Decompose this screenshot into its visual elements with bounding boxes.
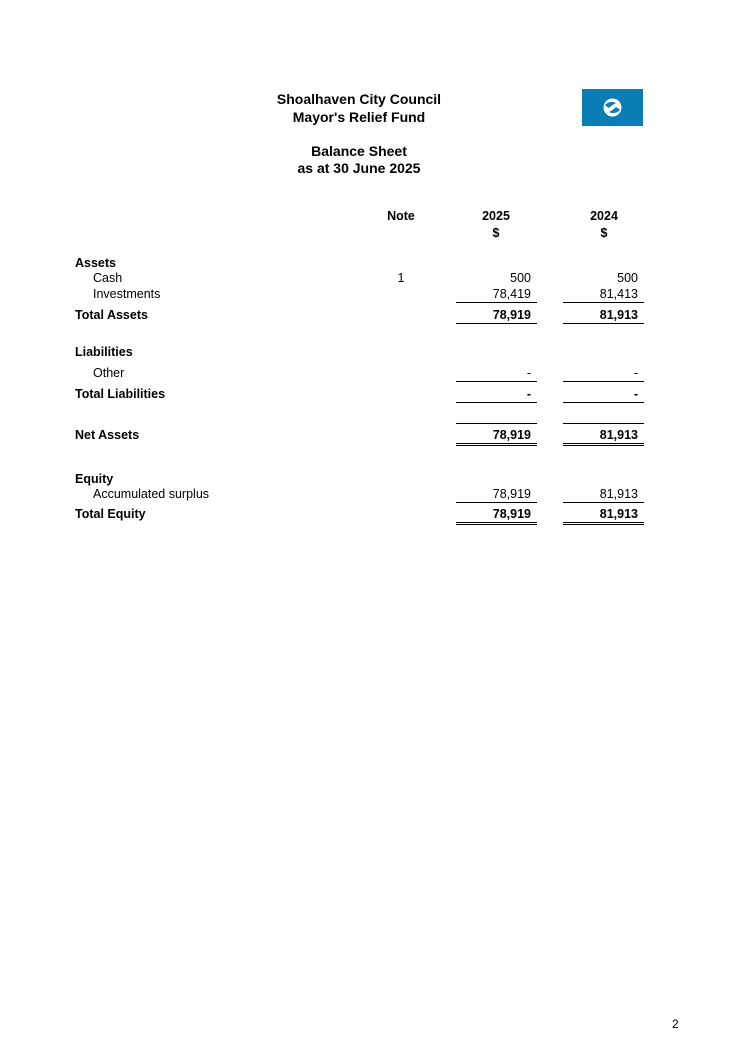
total-liabilities-label: Total Liabilities — [75, 387, 166, 401]
statement-title: Balance Sheet — [311, 143, 407, 159]
net-assets-double-rule — [456, 443, 537, 446]
assets-heading: Assets — [75, 256, 116, 270]
equity-heading: Equity — [75, 472, 114, 486]
equity-subtotal-rule — [456, 502, 537, 503]
investments-prior: 81,413 — [599, 287, 638, 301]
total-assets-label: Total Assets — [75, 308, 148, 322]
accumulated-surplus-label: Accumulated surplus — [93, 487, 210, 501]
total-assets-rule — [456, 323, 537, 324]
net-assets-label: Net Assets — [75, 428, 140, 442]
net-assets-prior: 81,913 — [599, 428, 638, 442]
liabilities-heading: Liabilities — [75, 345, 133, 359]
cash-label: Cash — [93, 271, 123, 285]
total-equity-current: 78,919 — [492, 507, 531, 521]
total-liabilities-current: - — [526, 387, 531, 401]
total-equity-prior: 81,913 — [599, 507, 638, 521]
assets-subtotal-rule — [563, 302, 644, 303]
investments-current: 78,419 — [492, 287, 531, 301]
total-liabilities-rule — [563, 402, 644, 403]
prior-year-header: 2024 — [590, 209, 618, 223]
other-liabilities-label: Other — [93, 366, 125, 380]
equity-subtotal-rule — [563, 502, 644, 503]
total-equity-double-rule — [563, 522, 644, 525]
net-assets-current: 78,919 — [492, 428, 531, 442]
current-unit-header: $ — [492, 226, 500, 240]
current-year-header: 2025 — [482, 209, 510, 223]
accumulated-surplus-current: 78,919 — [492, 487, 531, 501]
total-assets-current: 78,919 — [492, 308, 531, 322]
council-logo-icon — [582, 89, 643, 126]
other-liabilities-current: - — [526, 366, 531, 380]
org-name: Shoalhaven City Council — [276, 91, 442, 107]
statement-date: as at 30 June 2025 — [297, 160, 421, 176]
net-assets-double-rule — [563, 443, 644, 446]
other-liabilities-prior: - — [633, 366, 638, 380]
page-number: 2 — [672, 1017, 679, 1031]
total-equity-double-rule — [456, 522, 537, 525]
cash-current: 500 — [510, 271, 531, 285]
fund-name: Mayor's Relief Fund — [292, 109, 426, 125]
investments-label: Investments — [93, 287, 161, 301]
total-liabilities-rule — [456, 402, 537, 403]
net-assets-top-rule — [456, 423, 537, 424]
accumulated-surplus-prior: 81,913 — [599, 487, 638, 501]
cash-prior: 500 — [617, 271, 638, 285]
note-column-header: Note — [387, 209, 415, 223]
council-logo — [582, 89, 643, 126]
total-equity-label: Total Equity — [75, 507, 146, 521]
total-assets-prior: 81,913 — [599, 308, 638, 322]
cash-note: 1 — [397, 271, 405, 285]
prior-unit-header: $ — [600, 226, 608, 240]
total-assets-rule — [563, 323, 644, 324]
liabilities-subtotal-rule — [563, 381, 644, 382]
net-assets-top-rule — [563, 423, 644, 424]
assets-subtotal-rule — [456, 302, 537, 303]
total-liabilities-prior: - — [633, 387, 638, 401]
liabilities-subtotal-rule — [456, 381, 537, 382]
